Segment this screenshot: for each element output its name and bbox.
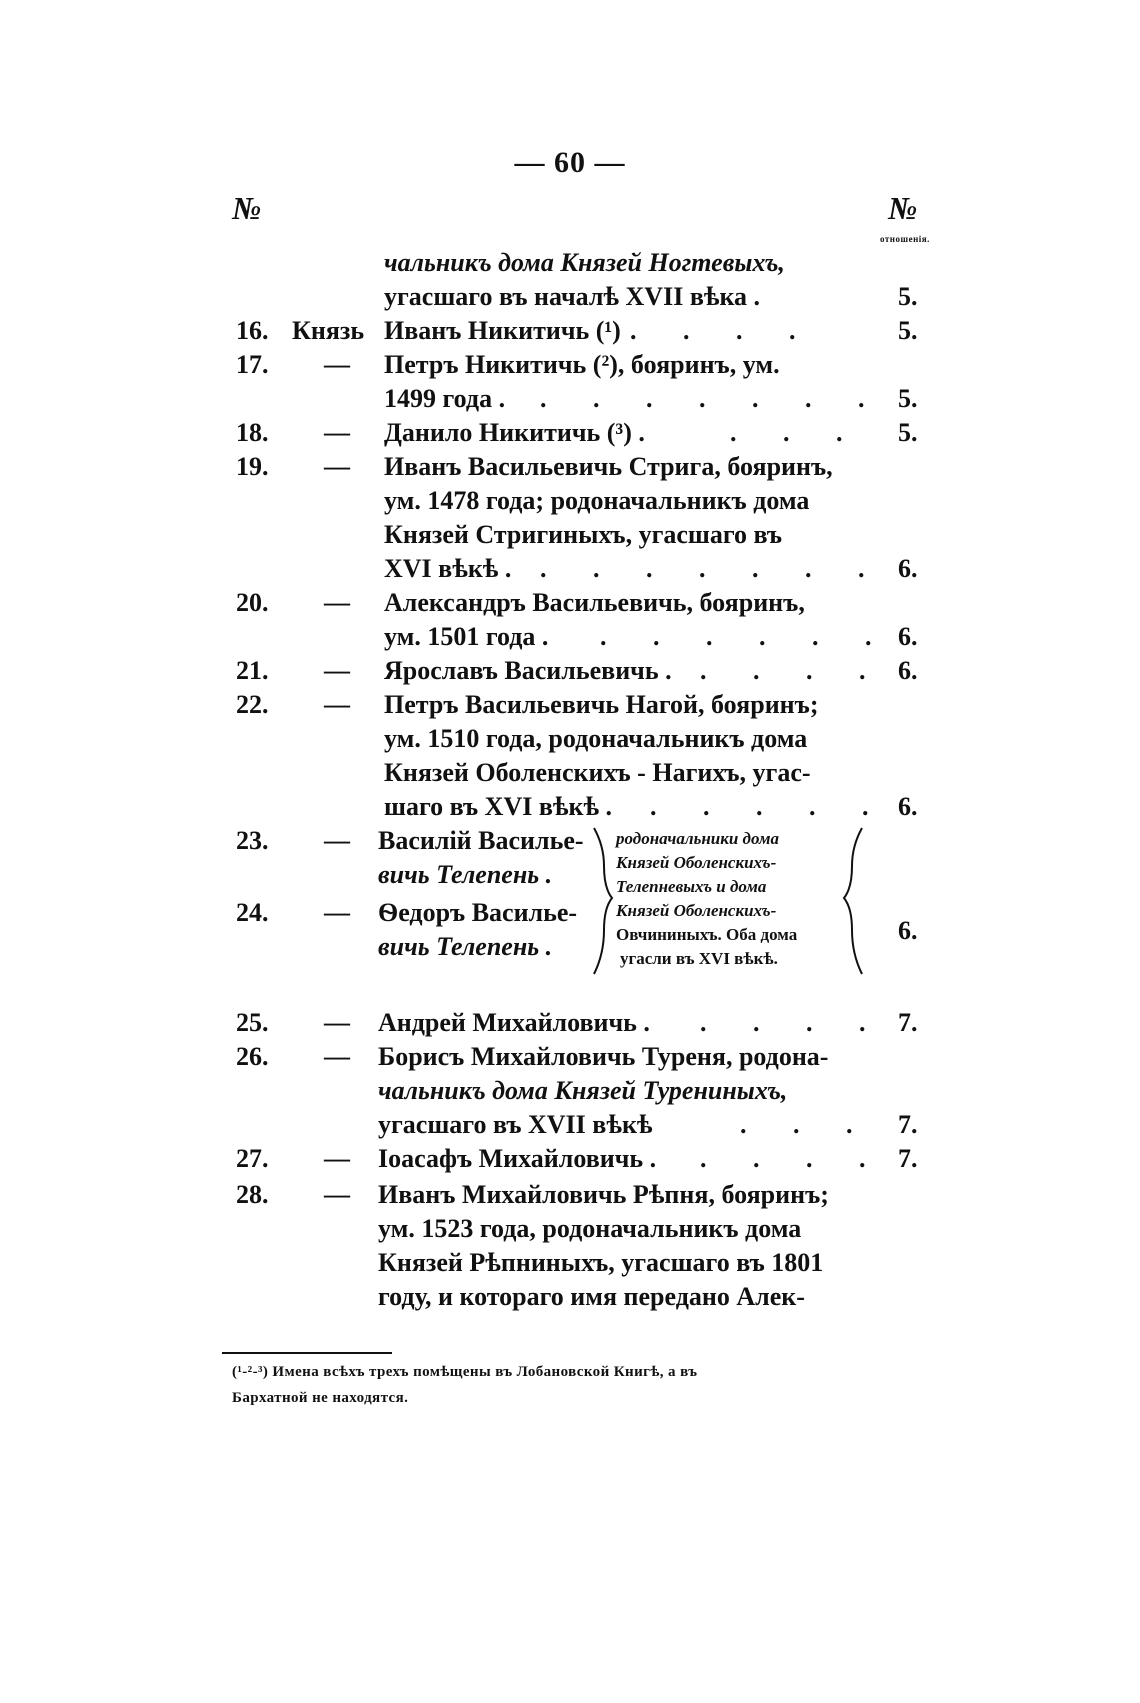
continuation-line: чальникъ дома Князей Ногтевыхъ, <box>384 248 785 277</box>
entry-dash: — <box>324 656 350 685</box>
leader-dots: . . . . . . <box>600 622 892 651</box>
bracket-note-line: Князей Оболенскихъ- <box>616 901 777 920</box>
entry-number: 27. <box>236 1144 269 1173</box>
entry-number: 28. <box>236 1180 269 1209</box>
entry-line: Иванъ Михайловичь Рѣпня, бояринъ; <box>378 1180 829 1209</box>
leader-dots: . . . <box>730 418 863 447</box>
entry-dash: — <box>324 350 350 379</box>
entry-number: 19. <box>236 452 269 481</box>
entry-line: Ярославъ Васильевичь . <box>384 656 672 685</box>
entry-number: 24. <box>236 898 269 927</box>
entry-line: Князей Стригиныхъ, угасшаго въ <box>384 520 783 549</box>
right-brace <box>840 826 866 976</box>
reference-number: 7. <box>898 1110 918 1139</box>
entry-number: 22. <box>236 690 269 719</box>
bracket-note-line: родоначальники дома <box>616 829 779 848</box>
reference-number: 6. <box>898 622 918 651</box>
entry-line: Князей Оболенскихъ - Нагихъ, угас- <box>384 758 811 787</box>
entry-line: Петръ Никитичь (²), бояринъ, ум. <box>384 350 780 379</box>
leader-dots: . . . . <box>700 1008 886 1037</box>
entry-line: Петръ Васильевичь Нагой, бояринъ; <box>384 690 819 719</box>
leader-dots: . . . . <box>630 316 816 345</box>
entry-dash: — <box>324 588 350 617</box>
entry-number: 20. <box>236 588 269 617</box>
bracket-note-line: угасли въ XVI вѣкѣ. <box>620 949 778 968</box>
entry-line: Борисъ Михайловичь Туреня, родона- <box>378 1042 829 1071</box>
continuation-line: угасшаго въ началѣ XVII вѣка . <box>384 282 761 311</box>
entry-dash: — <box>324 1180 350 1209</box>
page-number: — 60 — <box>514 146 626 179</box>
left-brace <box>590 826 616 976</box>
entry-line: ум. 1501 года . <box>384 622 549 651</box>
leader-dots: . . . . . . . <box>540 554 885 583</box>
entry-number: 18. <box>236 418 269 447</box>
footnote-line: (¹-²-³) Имена всѣхъ трехъ помѣщены въ Лобановской Книгѣ, а въ <box>232 1364 698 1380</box>
reference-number: 6. <box>898 554 918 583</box>
leader-dots: . . . <box>740 1110 873 1139</box>
entry-line: XVI вѣкѣ . <box>384 554 512 583</box>
leader-dots: . . . . <box>700 656 886 685</box>
entry-line: Иванъ Никитичь (¹) <box>384 316 621 345</box>
reference-number: 5. <box>898 316 918 345</box>
entry-line: ум. 1523 года, родоначальникъ дома <box>378 1214 802 1243</box>
entry-line: Ѳедоръ Василье- <box>378 898 578 927</box>
reference-number: 5. <box>898 418 918 447</box>
entry-line: 1499 года . <box>384 384 506 413</box>
entry-line: ум. 1478 года; родоначальникъ дома <box>384 486 810 515</box>
entry-line: году, и котораго имя передано Алек- <box>378 1282 805 1311</box>
reference-number: 6. <box>898 792 918 821</box>
footnote-rule <box>222 1352 392 1354</box>
entry-line: Александръ Васильевичь, бояринъ, <box>384 588 805 617</box>
entry-dash: — <box>324 898 350 927</box>
entry-dash: — <box>324 1144 350 1173</box>
leader-dots: . . . . . <box>650 792 889 821</box>
entry-line: вичь Телепень . <box>378 860 553 889</box>
number-column-header: № <box>232 190 262 226</box>
entry-number: 26. <box>236 1042 269 1071</box>
entry-number: 23. <box>236 826 269 855</box>
reference-number: 7. <box>898 1144 918 1173</box>
entry-dash: — <box>324 1042 350 1071</box>
entry-line: Іоасафъ Михайловичь . <box>378 1144 657 1173</box>
entry-number: 25. <box>236 1008 269 1037</box>
leader-dots: . . . . <box>700 1144 886 1173</box>
bracket-note-line: Овчининыхъ. Оба дома <box>616 925 798 944</box>
entry-line: Василій Василье- <box>378 826 584 855</box>
reference-number: 5. <box>898 384 918 413</box>
entry-line: Иванъ Васильевичь Стрига, бояринъ, <box>384 452 833 481</box>
entry-number: 16. <box>236 316 269 345</box>
entry-number: 21. <box>236 656 269 685</box>
entry-line: угасшаго въ XVII вѣкѣ <box>378 1110 653 1139</box>
reference-number: 7. <box>898 1008 918 1037</box>
entry-dash: — <box>324 690 350 719</box>
entry-line: ум. 1510 года, родоначальникъ дома <box>384 724 808 753</box>
reference-number: 5. <box>898 282 918 311</box>
entry-number: 17. <box>236 350 269 379</box>
entry-line: вичь Телепень . <box>378 932 553 961</box>
entry-line: Андрей Михайловичь . <box>378 1008 650 1037</box>
entry-prefix: Князь <box>292 316 365 345</box>
leader-dots: . . . . . . . <box>540 384 885 413</box>
entry-dash: — <box>324 452 350 481</box>
entry-line: чальникъ дома Князей Турениныхъ, <box>378 1076 788 1105</box>
reference-number: 6. <box>898 916 918 945</box>
entry-dash: — <box>324 1008 350 1037</box>
entry-dash: — <box>324 418 350 447</box>
bracket-note-line: Князей Оболенскихъ- <box>616 853 777 872</box>
footnote-line: Бархатной не находятся. <box>232 1390 409 1406</box>
entry-dash: — <box>324 826 350 855</box>
bracket-note-line: Телепневыхъ и дома <box>616 877 767 896</box>
reference-number: 6. <box>898 656 918 685</box>
reference-column-subheader: отношенія. <box>880 234 930 244</box>
reference-column-header: № <box>888 190 918 226</box>
entry-line: шаго въ XVI вѣкѣ . <box>384 792 613 821</box>
entry-line: Данило Никитичь (³) . <box>384 418 645 447</box>
entry-line: Князей Рѣпниныхъ, угасшаго въ 1801 <box>378 1248 824 1277</box>
